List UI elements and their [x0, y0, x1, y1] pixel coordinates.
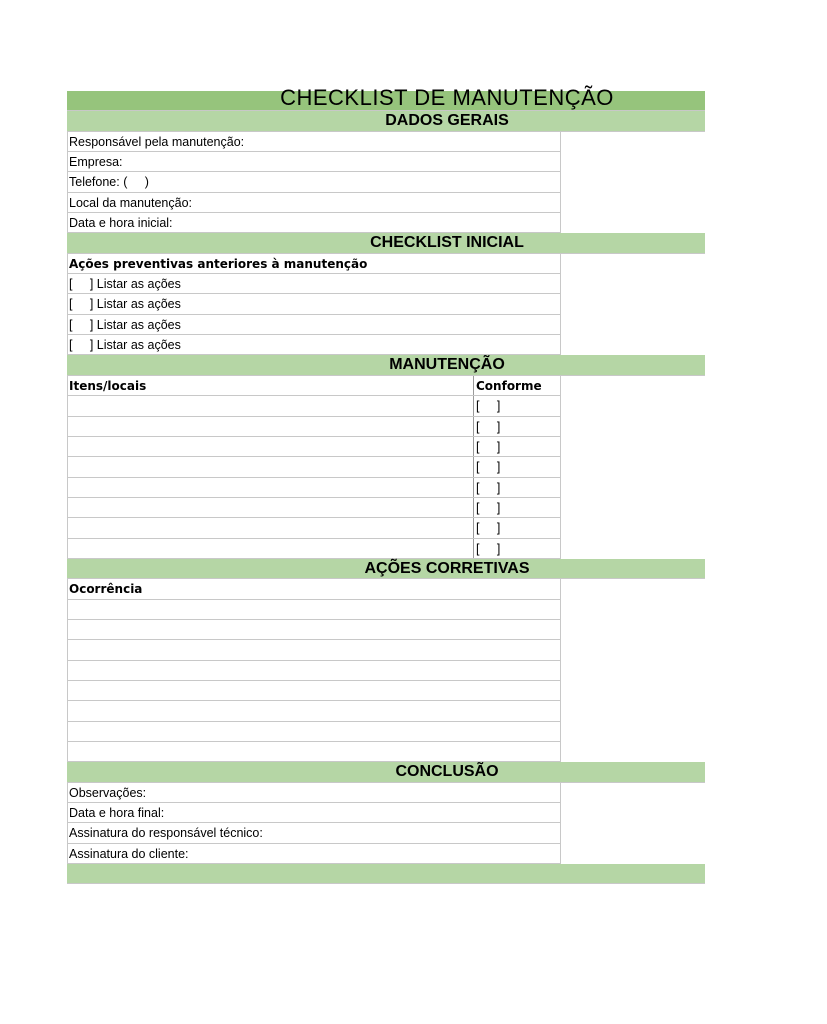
field-label: Responsável pela manutenção: [69, 134, 245, 149]
field-label: Data e hora inicial: [69, 216, 173, 231]
section-acoes-corretivas [67, 559, 705, 579]
section-title: MANUTENÇÃO [389, 356, 505, 374]
field-row[interactable] [67, 803, 561, 823]
sheet-title: CHECKLIST DE MANUTENÇÃO [280, 85, 614, 110]
table-row[interactable] [67, 478, 561, 498]
table-row[interactable] [67, 417, 561, 437]
field-label: Empresa: [69, 155, 123, 170]
section-checklist-inicial [67, 233, 705, 253]
conforme-cell[interactable] [473, 417, 501, 436]
column-header: Ações preventivas anteriores à manutenção [69, 256, 368, 271]
checklist-item: [ ] Listar as ações [69, 277, 181, 292]
table-row[interactable] [67, 722, 561, 742]
field-row[interactable] [67, 844, 561, 864]
table-row[interactable] [67, 742, 561, 762]
table-row[interactable] [67, 498, 561, 518]
table-row[interactable] [67, 600, 561, 620]
field-row[interactable] [67, 172, 561, 192]
checklist-item: [ ] Listar as ações [69, 338, 181, 353]
conforme-cell[interactable] [473, 498, 501, 517]
section-title: AÇÕES CORRETIVAS [364, 559, 530, 577]
conforme-column [473, 376, 542, 395]
checklist-item: [ ] Listar as ações [69, 297, 181, 312]
checkbox[interactable]: [ ] [476, 439, 501, 454]
checkbox[interactable]: [ ] [476, 541, 501, 556]
section-manutencao [67, 355, 705, 375]
list-item[interactable] [67, 315, 561, 335]
section-title: CONCLUSÃO [395, 763, 499, 781]
list-item[interactable] [67, 294, 561, 314]
field-row[interactable] [67, 193, 561, 213]
title-band [67, 85, 705, 111]
checkbox[interactable]: [ ] [476, 500, 501, 515]
field-row[interactable] [67, 213, 561, 233]
checklist-item: [ ] Listar as ações [69, 317, 181, 332]
field-row[interactable] [67, 132, 561, 152]
field-label: Telefone: ( ) [69, 175, 149, 190]
checkbox[interactable]: [ ] [476, 521, 501, 536]
table-header [67, 579, 561, 599]
conforme-cell[interactable] [473, 518, 501, 537]
field-label: Observações: [69, 785, 147, 800]
field-label: Assinatura do responsável técnico: [69, 826, 263, 841]
conforme-cell[interactable] [473, 539, 501, 558]
section-conclusao [67, 762, 705, 782]
table-row[interactable] [67, 681, 561, 701]
table-row[interactable] [67, 396, 561, 416]
conforme-cell[interactable] [473, 478, 501, 497]
column-header-conforme: Conforme [476, 378, 542, 393]
table-row[interactable] [67, 661, 561, 681]
field-label: Local da manutenção: [69, 195, 193, 210]
list-item[interactable] [67, 274, 561, 294]
conforme-cell[interactable] [473, 396, 501, 415]
field-row[interactable] [67, 152, 561, 172]
table-row[interactable] [67, 539, 561, 559]
table-row[interactable] [67, 457, 561, 477]
checkbox[interactable]: [ ] [476, 399, 501, 414]
column-header-itens: Itens/locais [69, 378, 147, 393]
list-item[interactable] [67, 335, 561, 355]
field-label: Data e hora final: [69, 806, 165, 821]
section-title: DADOS GERAIS [385, 112, 509, 130]
checkbox[interactable]: [ ] [476, 480, 501, 495]
section-dados-gerais [67, 111, 705, 131]
checkbox[interactable]: [ ] [476, 460, 501, 475]
table-row[interactable] [67, 640, 561, 660]
table-row[interactable] [67, 701, 561, 721]
table-row[interactable] [67, 437, 561, 457]
section-title: CHECKLIST INICIAL [370, 234, 524, 252]
conforme-cell[interactable] [473, 437, 501, 456]
table-header [67, 254, 561, 274]
table-row[interactable] [67, 518, 561, 538]
checkbox[interactable]: [ ] [476, 419, 501, 434]
column-header-ocorrencia: Ocorrência [69, 582, 143, 597]
field-label: Assinatura do cliente: [69, 846, 189, 861]
checklist-sheet [67, 85, 705, 884]
table-header [67, 376, 561, 396]
table-row[interactable] [67, 620, 561, 640]
field-row[interactable] [67, 783, 561, 803]
field-row[interactable] [67, 823, 561, 843]
footer-band [67, 864, 705, 884]
conforme-cell[interactable] [473, 457, 501, 476]
